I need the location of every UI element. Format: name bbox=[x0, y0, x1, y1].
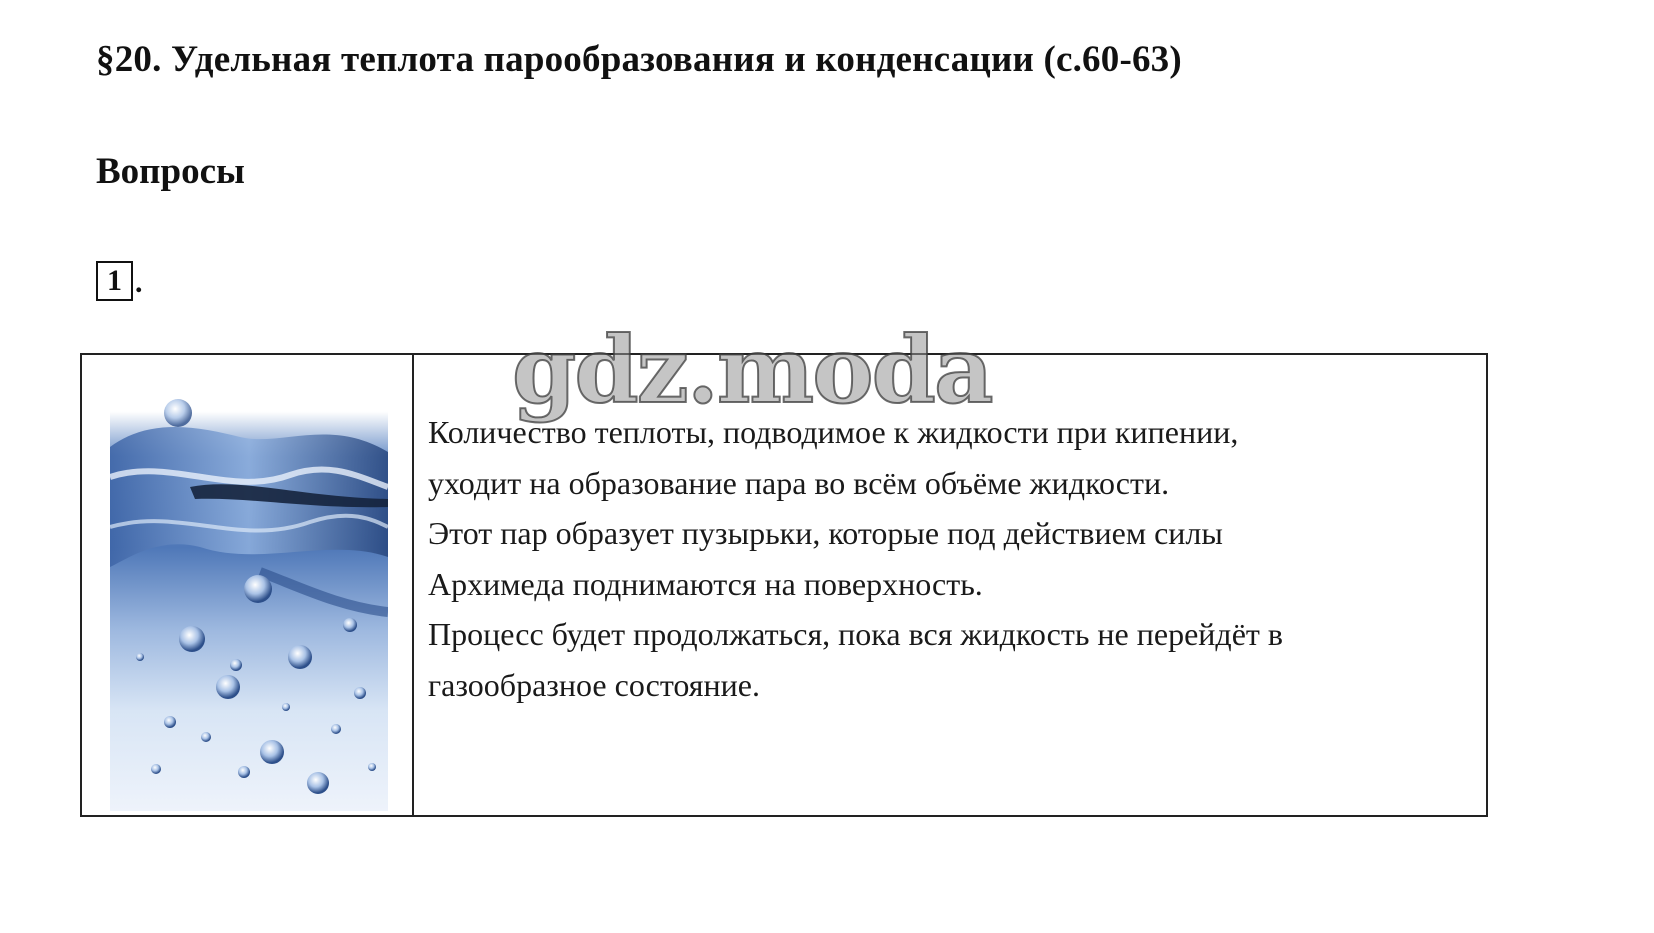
question-number-box: 1 bbox=[96, 261, 133, 301]
answer-line: уходит на образование пара во всём объёме жидкости. bbox=[428, 464, 1170, 501]
answer-line: Количество теплоты, подводимое к жидкости при кипении, bbox=[428, 414, 1239, 450]
watermark: gdz.moda bbox=[512, 316, 992, 424]
image-cell bbox=[82, 355, 414, 815]
text-cell bbox=[414, 355, 1486, 815]
section-heading: Вопросы bbox=[96, 151, 245, 192]
answer-line: Процесс будет продолжаться, пока вся жидкость не перейдёт в bbox=[428, 616, 1283, 652]
page-title: §20. Удельная теплота парообразования и конденсации (с.60-63) bbox=[96, 39, 1182, 80]
answer-line: Архимеда поднимаются на поверхность. bbox=[428, 565, 983, 602]
question-number bbox=[96, 261, 143, 301]
answer-line: газообразное состояние. bbox=[428, 666, 760, 703]
answer-text bbox=[428, 407, 1468, 710]
question-number-suffix: . bbox=[135, 266, 143, 299]
water-bubbles-image bbox=[110, 357, 388, 811]
answer-line: Этот пар образует пузырьки, которые под действием силы bbox=[428, 515, 1223, 551]
answer-table bbox=[80, 353, 1488, 817]
